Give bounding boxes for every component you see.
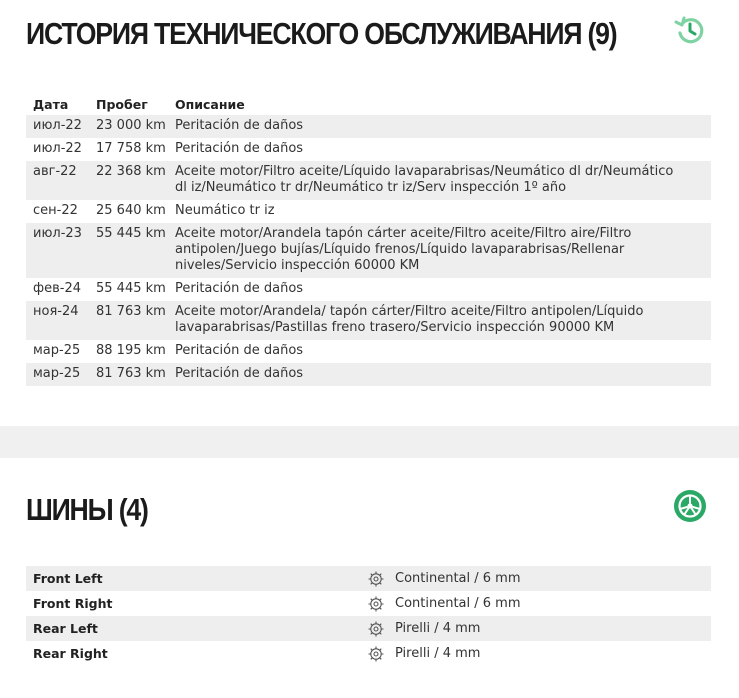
table-row <box>26 301 711 340</box>
cell-description: Neumático tr iz <box>175 203 275 218</box>
tire-row <box>26 641 711 666</box>
tire-row <box>26 591 711 616</box>
table-row <box>26 340 711 363</box>
history-icon[interactable] <box>673 13 707 47</box>
table-row <box>26 161 711 200</box>
table-row <box>26 278 711 301</box>
history-rows <box>26 115 711 386</box>
cell-mileage: 23 000 km <box>89 115 168 138</box>
cell-date: мар-25 <box>33 343 81 358</box>
cell-date: ноя-24 <box>26 301 89 340</box>
table-row <box>26 138 711 161</box>
cell-description: Peritación de daños <box>168 363 711 386</box>
table-row <box>26 200 711 223</box>
cell-mileage: 81 763 km <box>89 301 168 340</box>
history-title: ИСТОРИЯ ТЕХНИЧЕСКОГО ОБСЛУЖИВАНИЯ (9) <box>26 16 617 51</box>
tire-info: Continental / 6 mm <box>395 571 521 586</box>
cell-description: Peritación de daños <box>168 115 711 138</box>
cell-date: июл-23 <box>26 223 89 278</box>
column-header-mileage: Пробег <box>96 97 148 112</box>
table-row <box>26 363 711 386</box>
cell-date: авг-22 <box>26 161 89 200</box>
cell-mileage: 81 763 km <box>89 363 168 386</box>
tire-gear-icon <box>367 620 395 638</box>
tires-list <box>26 566 711 666</box>
cell-description: Peritación de daños <box>175 343 304 358</box>
column-header-description: Описание <box>175 97 245 112</box>
cell-mileage: 22 368 km <box>89 161 168 200</box>
cell-date: июл-22 <box>26 115 89 138</box>
cell-mileage: 17 758 km <box>96 141 166 156</box>
tire-gear-icon <box>367 645 395 663</box>
cell-description: Aceite motor/Arandela/ tapón cárter/Filtro aceite/Filtro antipolen/Líquido lavaparabrisas/Pastillas freno trasero/Servicio inspección 90000 KM <box>168 301 711 340</box>
tire-wheel-icon[interactable] <box>673 489 707 523</box>
tire-row <box>26 616 711 641</box>
tire-info: Continental / 6 mm <box>395 596 521 611</box>
table-row <box>26 115 711 138</box>
table-row <box>26 223 711 278</box>
cell-mileage: 25 640 km <box>96 203 166 218</box>
cell-mileage: 88 195 km <box>96 343 166 358</box>
cell-date: фев-24 <box>33 281 82 296</box>
cell-date: сен-22 <box>33 203 78 218</box>
tire-info: Pirelli / 4 mm <box>395 646 481 661</box>
tire-position: Front Right <box>33 596 113 611</box>
column-header-date: Дата <box>33 97 69 112</box>
tire-gear-icon <box>367 570 395 588</box>
maintenance-history-table <box>26 92 711 386</box>
cell-date: мар-25 <box>26 363 89 386</box>
cell-description: Peritación de daños <box>175 141 304 156</box>
table-header-row <box>26 92 711 115</box>
tire-position: Rear Right <box>33 646 108 661</box>
cell-description: Aceite motor/Arandela tapón cárter aceite/Filtro aceite/Filtro aire/Filtro antipolen/Juego bujías/Líquido frenos/Líquido lavaparabrisas/Rellenar niveles/Servicio inspección 60000 KM <box>168 223 711 278</box>
cell-mileage: 55 445 km <box>96 281 166 296</box>
tire-position: Rear Left <box>33 621 98 636</box>
cell-date: июл-22 <box>33 141 82 156</box>
tire-info: Pirelli / 4 mm <box>395 621 481 636</box>
cell-description: Peritación de daños <box>175 281 304 296</box>
tire-position: Front Left <box>33 571 103 586</box>
cell-mileage: 55 445 km <box>89 223 168 278</box>
tires-title: ШИНЫ (4) <box>26 492 148 527</box>
tire-gear-icon <box>367 595 395 613</box>
tire-row <box>26 566 711 591</box>
section-divider <box>0 426 739 458</box>
cell-description: Aceite motor/Filtro aceite/Líquido lavaparabrisas/Neumático dl dr/Neumático dl iz/Neumático tr dr/Neumático tr iz/Serv inspección 1º año <box>168 161 711 200</box>
